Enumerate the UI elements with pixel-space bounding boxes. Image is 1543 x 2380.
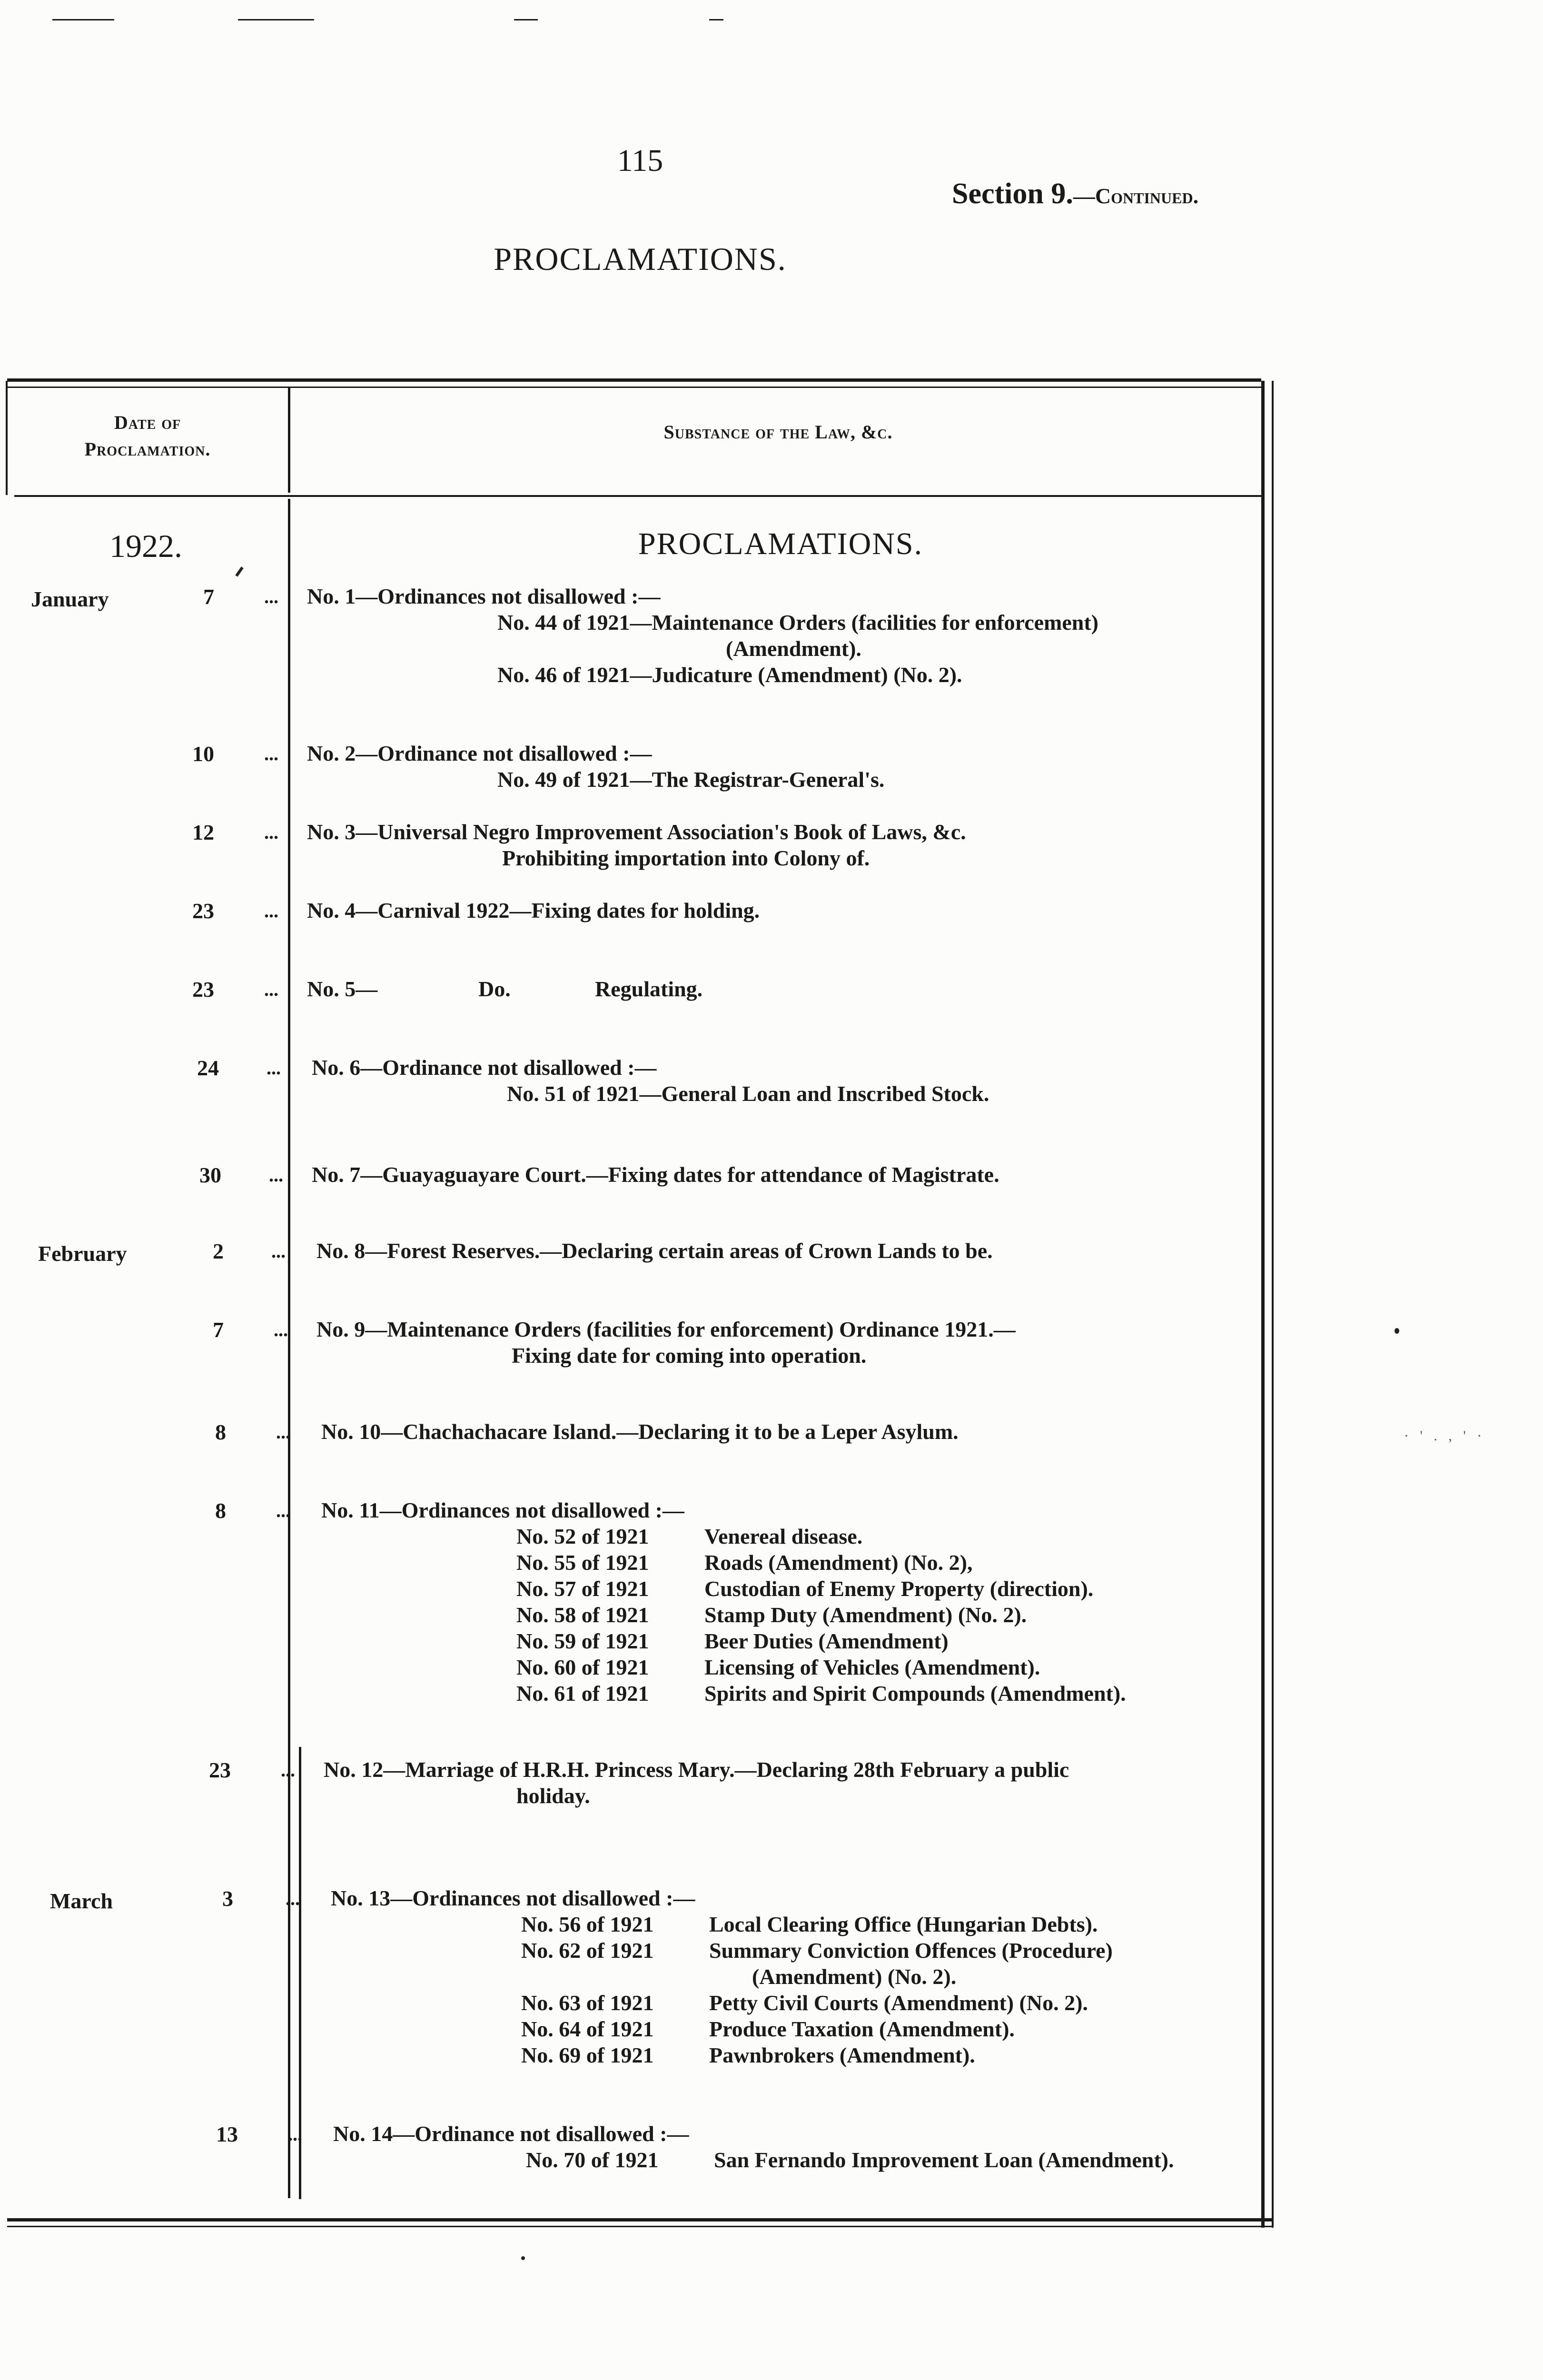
ordinance-number: No. 57 of 1921: [516, 1577, 649, 1601]
column-divider: [288, 388, 290, 493]
leader-dots: ...: [274, 1319, 288, 1340]
ordinance-title: Pawnbrokers (Amendment).: [709, 2043, 975, 2067]
ordinance-title: Venereal disease.: [704, 1524, 863, 1548]
ordinance-number: No. 58 of 1921: [516, 1603, 649, 1627]
ordinance-title: Custodian of Enemy Property (direction).: [704, 1577, 1094, 1601]
leader-dots: ...: [267, 1057, 281, 1079]
day-label: 13: [216, 2122, 238, 2146]
table-top-rule-thin: [7, 387, 1261, 388]
ordinance-title: Beer Duties (Amendment): [704, 1629, 949, 1653]
entry-line: No. 1—Ordinances not disallowed :—: [307, 584, 661, 608]
month-label: February: [38, 1241, 127, 1266]
print-speck: [235, 566, 244, 576]
ordinance-title: Petty Civil Courts (Amendment) (No. 2).: [709, 1991, 1088, 2015]
entry-line: No. 3—Universal Negro Improvement Association's Book of Laws, &c.: [307, 820, 966, 844]
entry-line: No. 12—Marriage of H.R.H. Princess Mary.—Declaring 28th February a public: [324, 1757, 1069, 1782]
leader-dots: ...: [276, 1421, 290, 1443]
entry-line: No. 2—Ordinance not disallowed :—: [307, 741, 652, 765]
entry-line: No. 13—Ordinances not disallowed :—: [331, 1886, 695, 1910]
entry-line: No. 10—Chachachacare Island.—Declaring it to be a Leper Asylum.: [321, 1419, 959, 1444]
leader-dots: ...: [281, 1759, 295, 1781]
entry-line: No. 6—Ordinance not disallowed :—: [312, 1055, 657, 1080]
column-divider: [288, 499, 290, 2198]
day-label: 8: [215, 1420, 226, 1444]
leader-dots: ...: [288, 2123, 302, 2145]
entry-line: No. 9—Maintenance Orders (facilities for enforcement) Ordinance 1921.—: [317, 1317, 1016, 1341]
ordinance-number: No. 70 of 1921: [526, 2148, 659, 2172]
column-header-date: Date of Proclamation.: [84, 412, 211, 460]
ordinance-title: Stamp Duty (Amendment) (No. 2).: [704, 1603, 1027, 1627]
day-label: 2: [213, 1239, 224, 1263]
page-title: PROCLAMATIONS.: [494, 241, 787, 277]
day-label: 30: [199, 1163, 221, 1187]
day-label: 3: [222, 1886, 233, 1911]
table-bottom-rule-thin: [7, 2226, 1273, 2227]
header-rule: [14, 495, 1261, 497]
column-header-substance: Substance of the Law, &c.: [663, 421, 893, 443]
entry-line: No. 8—Forest Reserves.—Declaring certain areas of Crown Lands to be.: [317, 1239, 993, 1263]
day-label: 24: [197, 1056, 219, 1080]
entry-line: Regulating.: [595, 977, 703, 1001]
print-speck: [1395, 1328, 1399, 1334]
entry-line: No. 14—Ordinance not disallowed :—: [333, 2122, 689, 2146]
month-label: March: [50, 1889, 113, 1913]
leader-dots: ...: [286, 1888, 300, 1909]
entry-line: No. 4—Carnival 1922—Fixing dates for holding.: [307, 898, 760, 922]
entry-line: No. 44 of 1921—Maintenance Orders (facilities for enforcement): [497, 610, 1098, 635]
ordinance-number: No. 56 of 1921: [521, 1912, 654, 1936]
print-speck: [521, 2256, 525, 2260]
ordinance-title: Licensing of Vehicles (Amendment).: [704, 1655, 1040, 1679]
month-label: January: [31, 587, 109, 611]
year-label: 1922.: [109, 528, 182, 564]
ordinance-title: Roads (Amendment) (No. 2),: [704, 1550, 973, 1575]
entry-line: No. 46 of 1921—Judicature (Amendment) (No. 2).: [497, 663, 962, 687]
ordinance-number: No. 61 of 1921: [516, 1681, 649, 1706]
leader-dots: ...: [276, 1500, 290, 1521]
leader-dots: ...: [271, 1240, 286, 1262]
day-label: 12: [192, 820, 214, 844]
table-right-border: [1261, 381, 1265, 2228]
entry-line: No. 49 of 1921—The Registrar-General's.: [497, 767, 885, 792]
top-rule: [238, 19, 314, 20]
entry-line: No. 7—Guayaguayare Court.—Fixing dates for attendance of Magistrate.: [312, 1162, 999, 1187]
ordinance-number: No. 55 of 1921: [516, 1550, 649, 1575]
entry-line: holiday.: [516, 1784, 590, 1808]
entry-line: No. 5—: [307, 977, 378, 1001]
ordinance-number: No. 52 of 1921: [516, 1524, 649, 1548]
day-label: 10: [192, 742, 214, 766]
day-label: 23: [209, 1758, 231, 1782]
leader-dots: ...: [264, 900, 278, 922]
table-left-border: [6, 381, 8, 495]
entry-line: Prohibiting importation into Colony of.: [502, 846, 870, 870]
table-right-border-inner: [1272, 381, 1274, 2228]
ordinance-number: No. 63 of 1921: [521, 1991, 654, 2015]
leader-dots: ...: [264, 743, 278, 764]
section-title: PROCLAMATIONS.: [638, 526, 923, 561]
day-label: 23: [192, 977, 214, 1002]
ordinance-number: No. 62 of 1921: [521, 1938, 654, 1963]
ordinance-title: Spirits and Spirit Compounds (Amendment).: [704, 1681, 1126, 1706]
table-bottom-rule: [7, 2218, 1273, 2221]
top-rule: [709, 19, 723, 20]
ordinance-number: No. 69 of 1921: [521, 2043, 654, 2067]
day-label: 7: [203, 585, 214, 609]
leader-dots: ...: [264, 822, 278, 843]
page-number: 115: [617, 143, 663, 178]
ordinance-title-continued: (Amendment) (No. 2).: [752, 1964, 957, 1989]
ordinance-number: No. 64 of 1921: [521, 2017, 654, 2041]
entry-line: (Amendment).: [726, 636, 861, 661]
ordinance-title: San Fernando Improvement Loan (Amendment).: [714, 2148, 1174, 2172]
leader-dots: ...: [264, 586, 278, 607]
ordinance-number: No. 59 of 1921: [516, 1629, 649, 1653]
top-rule: [52, 19, 114, 20]
day-label: 23: [192, 899, 214, 923]
print-specks: · ' . , ' ·: [1404, 1428, 1486, 1444]
day-label: 7: [213, 1318, 224, 1342]
entry-line: Do.: [478, 977, 511, 1001]
entry-line: No. 11—Ordinances not disallowed :—: [321, 1498, 684, 1522]
section-heading: Section 9.—Continued.: [952, 178, 1199, 210]
leader-dots: ...: [269, 1164, 283, 1186]
leader-dots: ...: [264, 979, 278, 1000]
ordinance-title: Produce Taxation (Amendment).: [709, 2017, 1015, 2041]
top-rule: [514, 19, 538, 20]
entry-line: Fixing date for coming into operation.: [512, 1343, 867, 1368]
ordinance-number: No. 60 of 1921: [516, 1655, 649, 1679]
table-top-rule: [7, 378, 1261, 382]
entry-line: No. 51 of 1921—General Loan and Inscribed Stock.: [507, 1081, 989, 1106]
ordinance-title: Summary Conviction Offences (Procedure): [709, 1938, 1113, 1963]
day-label: 8: [215, 1498, 226, 1523]
ordinance-title: Local Clearing Office (Hungarian Debts).: [709, 1912, 1098, 1936]
